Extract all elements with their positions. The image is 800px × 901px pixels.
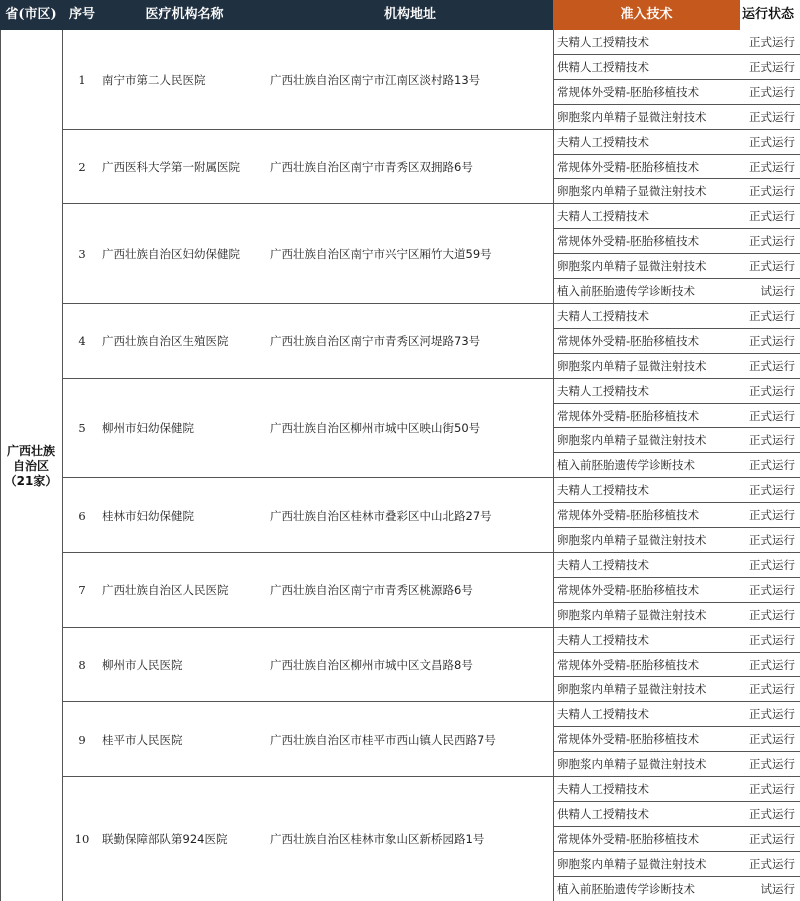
institution-divider [62, 129, 800, 130]
tech-name: 植入前胚胎遗传学诊断技术 [557, 881, 695, 896]
tech-status: 正式运行 [749, 582, 795, 597]
tech-row-divider [553, 602, 800, 603]
tech-name: 夫精人工授精技术 [557, 308, 649, 323]
province-cell [2, 444, 60, 489]
tech-row-divider [553, 652, 800, 653]
tech-status: 正式运行 [749, 333, 795, 348]
tech-row-divider [553, 527, 800, 528]
tech-row-divider [553, 54, 800, 55]
tech-status: 正式运行 [749, 35, 795, 49]
inst-address: 广西壮族自治区柳州市城中区映山街50号 [270, 421, 481, 436]
tech-name: 常规体外受精-胚胎移植技术 [557, 831, 700, 846]
tech-name: 常规体外受精-胚胎移植技术 [557, 333, 700, 348]
inst-address: 广西壮族自治区南宁市青秀区河堤路73号 [270, 334, 481, 349]
tech-status: 正式运行 [749, 533, 795, 547]
tech-status: 正式运行 [749, 184, 795, 199]
inst-seq: 5 [78, 421, 86, 436]
tech-name: 植入前胚胎遗传学诊断技术 [557, 284, 695, 298]
tech-status: 正式运行 [749, 757, 795, 772]
tech-name: 常规体外受精-胚胎移植技术 [557, 582, 700, 597]
tech-row-divider [553, 726, 800, 727]
tech-name: 常规体外受精-胚胎移植技术 [557, 234, 700, 249]
header-technology: 准入技术 [553, 0, 740, 30]
institution-divider [62, 378, 800, 379]
tech-status: 正式运行 [749, 234, 795, 249]
tech-name: 夫精人工授精技术 [557, 632, 649, 647]
tech-name: 卵胞浆内单精子显微注射技术 [557, 607, 707, 622]
province-line-1: 广西壮族 [6, 444, 55, 458]
tech-row-divider [553, 577, 800, 578]
tech-status: 正式运行 [749, 383, 795, 398]
tech-name: 夫精人工授精技术 [557, 782, 649, 796]
tech-name: 夫精人工授精技术 [557, 483, 649, 498]
institution-divider [62, 477, 800, 478]
tech-row-divider [553, 104, 800, 105]
tech-row-divider [553, 452, 800, 453]
tech-status: 正式运行 [749, 806, 795, 821]
inst-seq: 9 [78, 732, 86, 747]
header-province: 省(市区) [0, 0, 62, 30]
tech-name: 卵胞浆内单精子显微注射技术 [557, 856, 707, 871]
tech-row-divider [553, 253, 800, 254]
inst-seq: 3 [78, 247, 86, 262]
institution-divider [62, 701, 800, 702]
header-address: 机构地址 [267, 0, 553, 30]
tech-status: 正式运行 [749, 607, 795, 622]
tech-row-divider [553, 154, 800, 155]
tech-status: 正式运行 [749, 59, 795, 74]
inst-address: 广西壮族自治区南宁市兴宁区厢竹大道59号 [270, 247, 492, 262]
inst-address: 广西壮族自治区桂林市象山区新桥园路1号 [270, 832, 485, 847]
tech-status: 正式运行 [749, 134, 795, 149]
tech-name: 夫精人工授精技术 [557, 557, 649, 572]
tech-name: 常规体外受精-胚胎移植技术 [557, 84, 700, 99]
inst-name: 广西壮族自治区生殖医院 [102, 334, 229, 349]
province-line-3: （21家） [4, 474, 58, 488]
tech-status: 正式运行 [749, 856, 795, 871]
tech-name: 夫精人工授精技术 [557, 134, 649, 149]
tech-row-divider [553, 826, 800, 827]
inst-seq: 7 [78, 583, 86, 598]
tech-status: 正式运行 [749, 657, 795, 672]
tech-name: 常规体外受精-胚胎移植技术 [557, 508, 700, 523]
tech-row-divider [553, 801, 800, 802]
tech-row-divider [553, 851, 800, 852]
tech-status: 正式运行 [749, 209, 795, 224]
tech-name: 供精人工授精技术 [557, 806, 649, 821]
left-border [0, 30, 1, 901]
tech-row-divider [553, 876, 800, 877]
inst-seq: 8 [78, 657, 86, 672]
inst-seq: 6 [78, 508, 86, 523]
tech-name: 卵胞浆内单精子显微注射技术 [557, 433, 707, 448]
tech-status: 正式运行 [749, 707, 795, 722]
header-seq: 序号 [62, 0, 102, 30]
tech-status: 正式运行 [749, 831, 795, 846]
tech-name: 常规体外受精-胚胎移植技术 [557, 732, 700, 747]
inst-address: 广西壮族自治区桂林市叠彩区中山北路27号 [270, 508, 492, 523]
tech-row-divider [553, 502, 800, 503]
inst-address: 广西壮族自治区市桂平市西山镇人民西路7号 [270, 732, 496, 747]
tech-status: 正式运行 [749, 557, 795, 572]
tech-status: 正式运行 [749, 433, 795, 448]
tech-name: 夫精人工授精技术 [557, 209, 649, 224]
tech-status: 正式运行 [749, 483, 795, 498]
tech-name: 卵胞浆内单精子显微注射技术 [557, 358, 707, 373]
tech-row-divider [553, 676, 800, 677]
inst-seq: 2 [78, 159, 86, 174]
tech-row-divider [553, 403, 800, 404]
header-name: 医疗机构名称 [102, 0, 267, 30]
institution-divider [62, 776, 800, 777]
tech-row-divider [553, 178, 800, 179]
inst-seq: 1 [78, 72, 86, 87]
tech-name: 夫精人工授精技术 [557, 383, 649, 398]
tech-status: 正式运行 [749, 408, 795, 423]
tech-name: 卵胞浆内单精子显微注射技术 [557, 682, 707, 697]
inst-name: 桂平市人民医院 [102, 732, 183, 747]
inst-seq: 4 [78, 334, 86, 349]
inst-address: 广西壮族自治区南宁市江南区淡村路13号 [270, 72, 481, 87]
inst-address: 广西壮族自治区柳州市城中区文昌路8号 [270, 657, 473, 672]
institution-divider [62, 627, 800, 628]
tech-name: 卵胞浆内单精子显微注射技术 [557, 259, 707, 274]
tech-status: 正式运行 [749, 782, 795, 796]
tech-name: 卵胞浆内单精子显微注射技术 [557, 533, 707, 547]
institution-divider [62, 552, 800, 553]
inst-address: 广西壮族自治区南宁市青秀区双拥路6号 [270, 159, 473, 174]
institution-divider [62, 303, 800, 304]
inst-name: 广西壮族自治区人民医院 [102, 583, 229, 598]
tech-name: 植入前胚胎遗传学诊断技术 [557, 458, 695, 473]
tech-status: 正式运行 [749, 159, 795, 174]
inst-address: 广西壮族自治区南宁市青秀区桃源路6号 [270, 583, 473, 598]
tech-status: 试运行 [760, 881, 795, 896]
tech-row-divider [553, 353, 800, 354]
header-status: 运行状态 [740, 0, 800, 30]
tech-row-divider [553, 79, 800, 80]
tech-status: 正式运行 [749, 84, 795, 99]
province-line-2: 自治区 [12, 459, 49, 473]
inst-name: 柳州市人民医院 [102, 657, 183, 672]
institution-divider [62, 203, 800, 204]
tech-name: 卵胞浆内单精子显微注射技术 [557, 184, 707, 199]
tech-row-divider [553, 278, 800, 279]
tech-status: 试运行 [760, 284, 795, 298]
inst-name: 南宁市第二人民医院 [102, 72, 206, 87]
tech-name: 卵胞浆内单精子显微注射技术 [557, 109, 707, 124]
tech-status: 正式运行 [749, 109, 795, 124]
tech-status: 正式运行 [749, 632, 795, 647]
tech-name: 夫精人工授精技术 [557, 35, 649, 49]
tech-status: 正式运行 [749, 308, 795, 323]
tech-name: 供精人工授精技术 [557, 59, 649, 74]
tech-status: 正式运行 [749, 732, 795, 747]
inst-name: 桂林市妇幼保健院 [102, 508, 194, 523]
tech-row-divider [553, 751, 800, 752]
tech-name: 常规体外受精-胚胎移植技术 [557, 657, 700, 672]
tech-name: 卵胞浆内单精子显微注射技术 [557, 757, 707, 772]
inst-name: 柳州市妇幼保健院 [102, 421, 194, 436]
tech-divider [553, 30, 554, 901]
inst-seq: 10 [74, 832, 90, 847]
inst-name: 联勤保障部队第924医院 [102, 832, 228, 847]
inst-name: 广西壮族自治区妇幼保健院 [102, 247, 240, 262]
tech-name: 夫精人工授精技术 [557, 707, 649, 722]
tech-name: 常规体外受精-胚胎移植技术 [557, 408, 700, 423]
tech-row-divider [553, 228, 800, 229]
tech-name: 常规体外受精-胚胎移植技术 [557, 159, 700, 174]
tech-status: 正式运行 [749, 259, 795, 274]
tech-status: 正式运行 [749, 682, 795, 697]
tech-row-divider [553, 328, 800, 329]
tech-status: 正式运行 [749, 458, 795, 473]
inst-name: 广西医科大学第一附属医院 [102, 159, 240, 174]
tech-row-divider [553, 427, 800, 428]
tech-status: 正式运行 [749, 358, 795, 373]
tech-status: 正式运行 [749, 508, 795, 523]
